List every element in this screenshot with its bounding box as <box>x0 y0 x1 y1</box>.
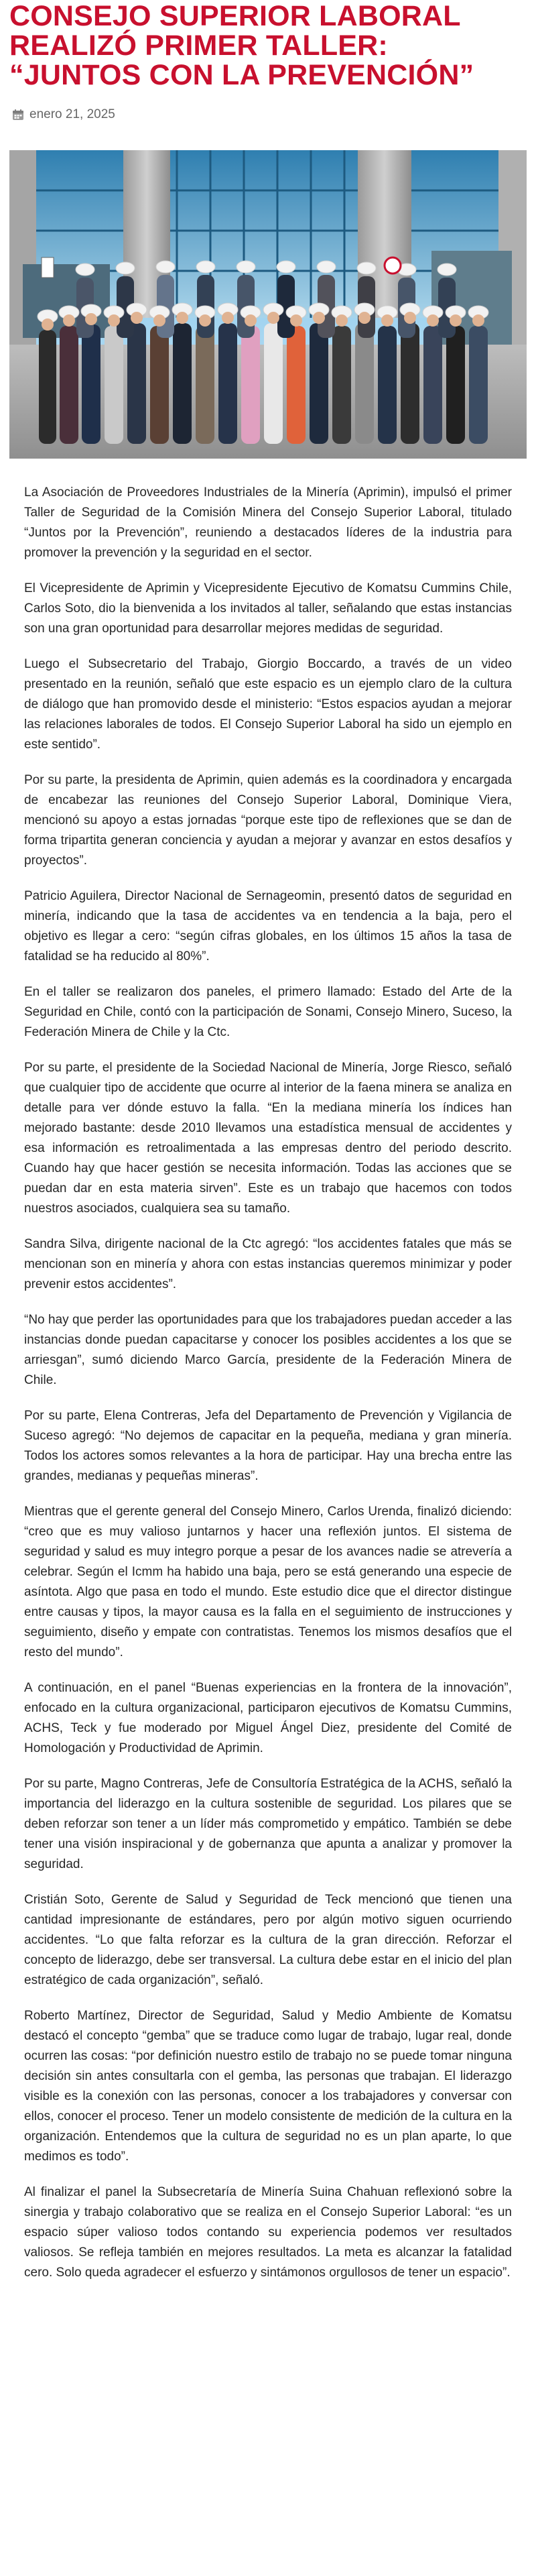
paragraph: Mientras que el gerente general del Consejo Minero, Carlos Urenda, finalizó diciendo: “creo que es muy valioso juntarnos y hacer una reflexión juntos. El sistema de seguridad y salud es muy integro porque a pesar de los avances nadie se atrevería a celebrar. Según el Icmm ha habido una baja, pero se está generando una especie de asíntota. Algo que pasa en todo el mundo. Este estudio dice que el director distingue entre causas y tipos, la mayor causa es la falla en el seguimiento de instrucciones y seguimiento, diseño y empate con contratistas. Tenemos los mismos desafíos que el resto del mundo”. <box>24 1505 512 1659</box>
paragraph: Por su parte, Magno Contreras, Jefe de Consultoría Estratégica de la ACHS, señaló la importancia del liderazgo en la cultura sostenible de seguridad. Los pilares que se deben reforzar son tener a un líder más comprometido y empático. También se debe tener una visión inspiracional y de gobernanza que apunta a analizar y promover la seguridad. <box>24 1777 512 1871</box>
article-body <box>24 483 512 2298</box>
paragraph: Luego el Subsecretario del Trabajo, Giorgio Boccardo, a través de un video presentado en la reunión, señaló que este espacio es un ejemplo claro de la cultura de diálogo que han promovido desde el ministerio: “Estos espacios ayudan a mejorar las relaciones laborales de todos. El Consejo Superior Laboral ha sido un ejemplo en este sentido”. <box>24 657 512 752</box>
article-title: CONSEJO SUPERIOR LABORAL REALIZÓ PRIMER TALLER: “JUNTOS CON LA PREVENCIÓN” <box>9 0 474 91</box>
post-date: enero 21, 2025 <box>29 107 115 121</box>
paragraph: Al finalizar el panel la Subsecretaría de Minería Suina Chahuan reflexionó sobre la sinergia y trabajo colaborativo que se realiza en el Consejo Superior Laboral: “es un espacio súper valioso todos contando su experiencia podemos ver resultados valiosos. Se refleja también en mejores resultados. La meta es alcanzar la fatalidad cero. Solo queda agradecer el esfuerzo y sintámonos orgullosos de tener un espacio”. <box>24 2185 512 2280</box>
paragraph: Por su parte, Elena Contreras, Jefa del Departamento de Prevención y Vigilancia de Suceso agregó: “No dejemos de capacitar en la pequeña, mediana y gran minería. Todos los actores somos relevantes a la hora de participar. Hay una brecha entre las grandes, medianas y pequeñas mineras”. <box>24 1409 512 1483</box>
featured-photo <box>9 150 527 459</box>
paragraph: Por su parte, el presidente de la Sociedad Nacional de Minería, Jorge Riesco, señaló que cualquier tipo de accidente que ocurre al interior de la faena minera se analiza en detalle para ver dónde estuvo la falla. “En la mediana minería los índices han mejorado bastante: desde 2010 llevamos una estadística mensual de accidentes y esa información es retroalimentada a las empresas dentro del periodo descrito. Cuando hay que hacer gestión se necesita información. Todas las acciones que se puedan dar en esta materia sirven”. Este es un trabajo que hacemos con todos nuestros asociados, cualquiera sea su tamaño. <box>24 1061 512 1216</box>
paragraph: Por su parte, la presidenta de Aprimin, quien además es la coordinadora y encargada de encabezar las reuniones del Consejo Superior Laboral, Dominique Viera, mencionó su apoyo a estas jornadas “porque este tipo de reflexiones que se dan de forma tripartita generan conciencia y ayudan a mejorar y avanzar en estos desafíos y proyectos”. <box>24 773 512 868</box>
paragraph: Cristián Soto, Gerente de Salud y Seguridad de Teck mencionó que tienen una cantidad impresionante de estándares, pero por algún motivo siguen ocurriendo accidentes. “Lo que falta reforzar es la cultura de la gran dirección. Reforzar el concepto de liderazgo, debe ser transversal. La cultura debe estar en el inicio del plan estratégico de cada organización”, señaló. <box>24 1893 512 1987</box>
paragraph: Patricio Aguilera, Director Nacional de Sernageomin, presentó datos de seguridad en minería, indicando que la tasa de accidentes va en tendencia a la baja, pero el objetivo es llegar a cero: “según cifras globales, en los últimos 15 años la tasa de fatalidad se ha reducido al 80%”. <box>24 889 512 963</box>
paragraph: “No hay que perder las oportunidades para que los trabajadores puedan acceder a las instancias donde puedan capacitarse y conocer los posibles accidentes a los que se arriesgan”, sumó diciendo Marco García, presidente de la Federación Minera de Chile. <box>24 1313 512 1387</box>
post-meta <box>12 107 115 122</box>
paragraph: Roberto Martínez, Director de Seguridad, Salud y Medio Ambiente de Komatsu destacó el concepto “gemba” que se traduce como lugar de trabajo, lugar real, donde ocurren las cosas: “por definición nuestro estilo de trabajo no se puede tomar ninguna decisión sin antes consultarla con el gemba, las personas que trabajan. El liderazgo visible es la conexión con las personas, conocer a los trabajadores y conversar con ellos, conocer el proceso. Tener un modelo consistente de medición de la cultura en la organización. Entendemos que la cultura de seguridad no es un plan aparte, lo que medimos es todo”. <box>24 2009 512 2164</box>
paragraph: La Asociación de Proveedores Industriales de la Minería (Aprimin), impulsó el primer Taller de Seguridad de la Comisión Minera del Consejo Superior Laboral, titulado “Juntos por la Prevención”, reuniendo a destacados líderes de la industria para promover la prevención y la seguridad en el sector. <box>24 485 512 560</box>
paragraph: El Vicepresidente de Aprimin y Vicepresidente Ejecutivo de Komatsu Cummins Chile, Carlos Soto, dio la bienvenida a los invitados al taller, señalando que estas instancias son una gran oportunidad para desarrollar mejores medidas de seguridad. <box>24 581 512 636</box>
paragraph: En el taller se realizaron dos paneles, el primero llamado: Estado del Arte de la Seguridad en Chile, contó con la participación de Sonami, Consejo Minero, Suceso, la Federación Minera de Chile y la Ctc. <box>24 985 512 1039</box>
paragraph: A continuación, en el panel “Buenas experiencias en la frontera de la innovación”, enfocado en la cultura organizacional, participaron ejecutivos de Komatsu Cummins, ACHS, Teck y fue moderado por Miguel Ángel Diez, presidente del Comité de Homologación y Productividad de Aprimin. <box>24 1681 512 1755</box>
paragraph: Sandra Silva, dirigente nacional de la Ctc agregó: “los accidentes fatales que más se mencionan son en minería y ahora con estas instancias queremos minimizar y poder prevenir estos accidentes”. <box>24 1237 512 1291</box>
calendar-icon <box>12 109 24 121</box>
